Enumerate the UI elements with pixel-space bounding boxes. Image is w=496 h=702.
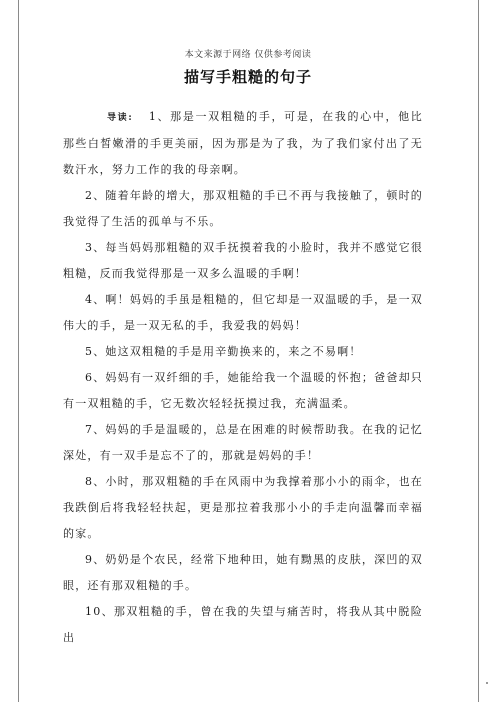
paragraph-6: 6、妈妈有一双纤细的手，她能给我一个温暖的怀抱；爸爸却只有一双粗糙的手，它无数次轻轻抚摸过我，充满温柔。 <box>63 371 423 410</box>
paragraph-2: 2、随着年龄的增大，那双粗糙的手已不再与我接触了，顿时的我觉得了生活的孤单与不乐。 <box>63 189 423 228</box>
intro-label: 导读: <box>107 113 133 123</box>
paragraph-4: 4、啊！妈妈的手虽是粗糙的，但它却是一双温暖的手，是一双伟大的手，是一双无私的手，我爱我的妈妈！ <box>63 293 423 332</box>
right-border-line <box>478 0 479 702</box>
paragraph-8: 8、小时，那双粗糙的手在风雨中为我撑着那小小的雨伞，也在我跌倒后将我轻轻扶起，更是那拉着我那小小的手走向温馨而幸福的家。 <box>63 475 423 540</box>
paragraph-10: 10、那双粗糙的手，曾在我的失望与痛苦时，将我从其中脱险出 <box>63 605 423 644</box>
paragraph-1 <box>63 104 423 183</box>
page-title: 描写手粗糙的句子 <box>183 68 312 86</box>
article-body <box>63 104 423 651</box>
paragraph-3: 3、每当妈妈那粗糙的双手抚摸着我的小脸时，我并不感觉它很粗糙，反而我觉得那是一双多么温暖的手啊！ <box>63 241 423 280</box>
paragraph-text: 1、那是一双粗糙的手，可是，在我的心中，他比那些白皙嫩滑的手更美丽，因为那是为了我，为了我们家付出了无数汗水，努力工作的我的母亲啊。 <box>63 110 423 176</box>
left-border-line <box>18 0 19 702</box>
paragraph-9: 9、奶奶是个农民，经常下地种田，她有黝黑的皮肤，深凹的双眼，还有那双粗糙的手。 <box>63 553 423 592</box>
source-note: 本文来源于网络 仅供参考阅读 <box>184 50 312 60</box>
paragraph-5: 5、她这双粗糙的手是用辛勤换来的，来之不易啊！ <box>85 345 362 358</box>
page-corner-mark <box>486 682 488 684</box>
paragraph-7: 7、妈妈的手是温暖的，总是在困难的时候帮助我。在我的记忆深处，有一双手是忘不了的，那就是妈妈的手！ <box>63 423 423 462</box>
